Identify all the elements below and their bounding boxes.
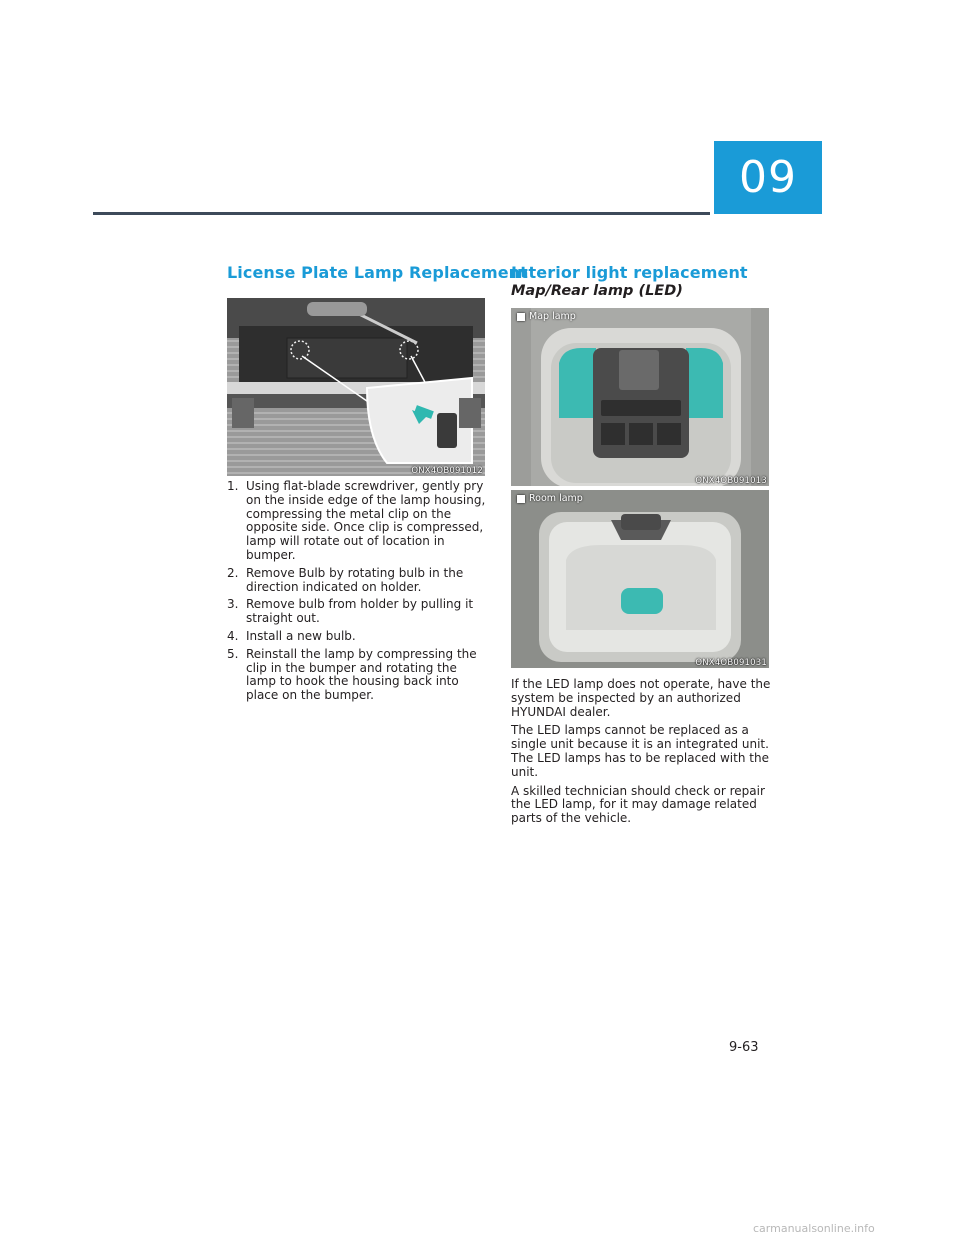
chapter-tab [714,141,822,214]
map-lamp-figure [511,308,769,486]
figure-caption-map-lamp: Map lamp [517,311,576,322]
square-bullet-icon [517,313,525,321]
chapter-number: 09 [739,152,797,203]
section-title-license-plate: License Plate Lamp Replacement [227,263,528,282]
figure-code: ONX4OB091013 [695,476,767,486]
paragraph: The LED lamps cannot be replaced as a single unit because it is an integrated unit. The LED lamps has to be replaced with the unit. [511,723,769,779]
figure-caption-room-lamp: Room lamp [517,493,583,504]
license-plate-lamp-figure [227,298,485,476]
paragraph: A skilled technician should check or repair the LED lamp, for it may damage related parts of the vehicle. [511,783,765,826]
section-title-interior-light: Interior light replacement [511,263,748,282]
paragraph: If the LED lamp does not operate, have the system be inspected by an authorized HYUNDAI dealer. [511,677,771,719]
map-lamp-illustration [511,308,769,486]
page-number: 9-63 [729,1040,759,1055]
led-lamp-notes [511,678,771,826]
interior-light-section [511,263,771,831]
list-item: 5. Reinstall the lamp by compressing the clip in the bumper and rotating the lamp to hook the housing back into place on the bumper. [227,646,477,703]
watermark-text: carmanualsonline.info [753,1222,875,1235]
steps-list [227,480,489,703]
room-lamp-illustration [511,490,769,668]
list-item: 4. Install a new bulb. [227,628,356,643]
license-plate-illustration [227,298,485,476]
list-item: 3. Remove bulb from holder by pulling it straight out. [227,597,474,626]
license-plate-section [227,263,528,707]
list-item: 2. Remove Bulb by rotating bulb in the direction indicated on holder. [227,565,464,594]
figure-code: ONX4OB091031 [695,658,767,668]
subsection-title-map-rear-lamp: Map/Rear lamp (LED) [511,283,683,299]
header-rule [93,212,710,215]
list-item: 1. Using flat-blade screwdriver, gently pry on the inside edge of the lamp housing, compressing the metal clip on the opposite side. Once clip is compressed, lamp will rotate out of location in bumper. [227,479,486,562]
square-bullet-icon [517,495,525,503]
figure-code: ONX4OB091012 [411,466,483,476]
room-lamp-figure [511,490,769,668]
